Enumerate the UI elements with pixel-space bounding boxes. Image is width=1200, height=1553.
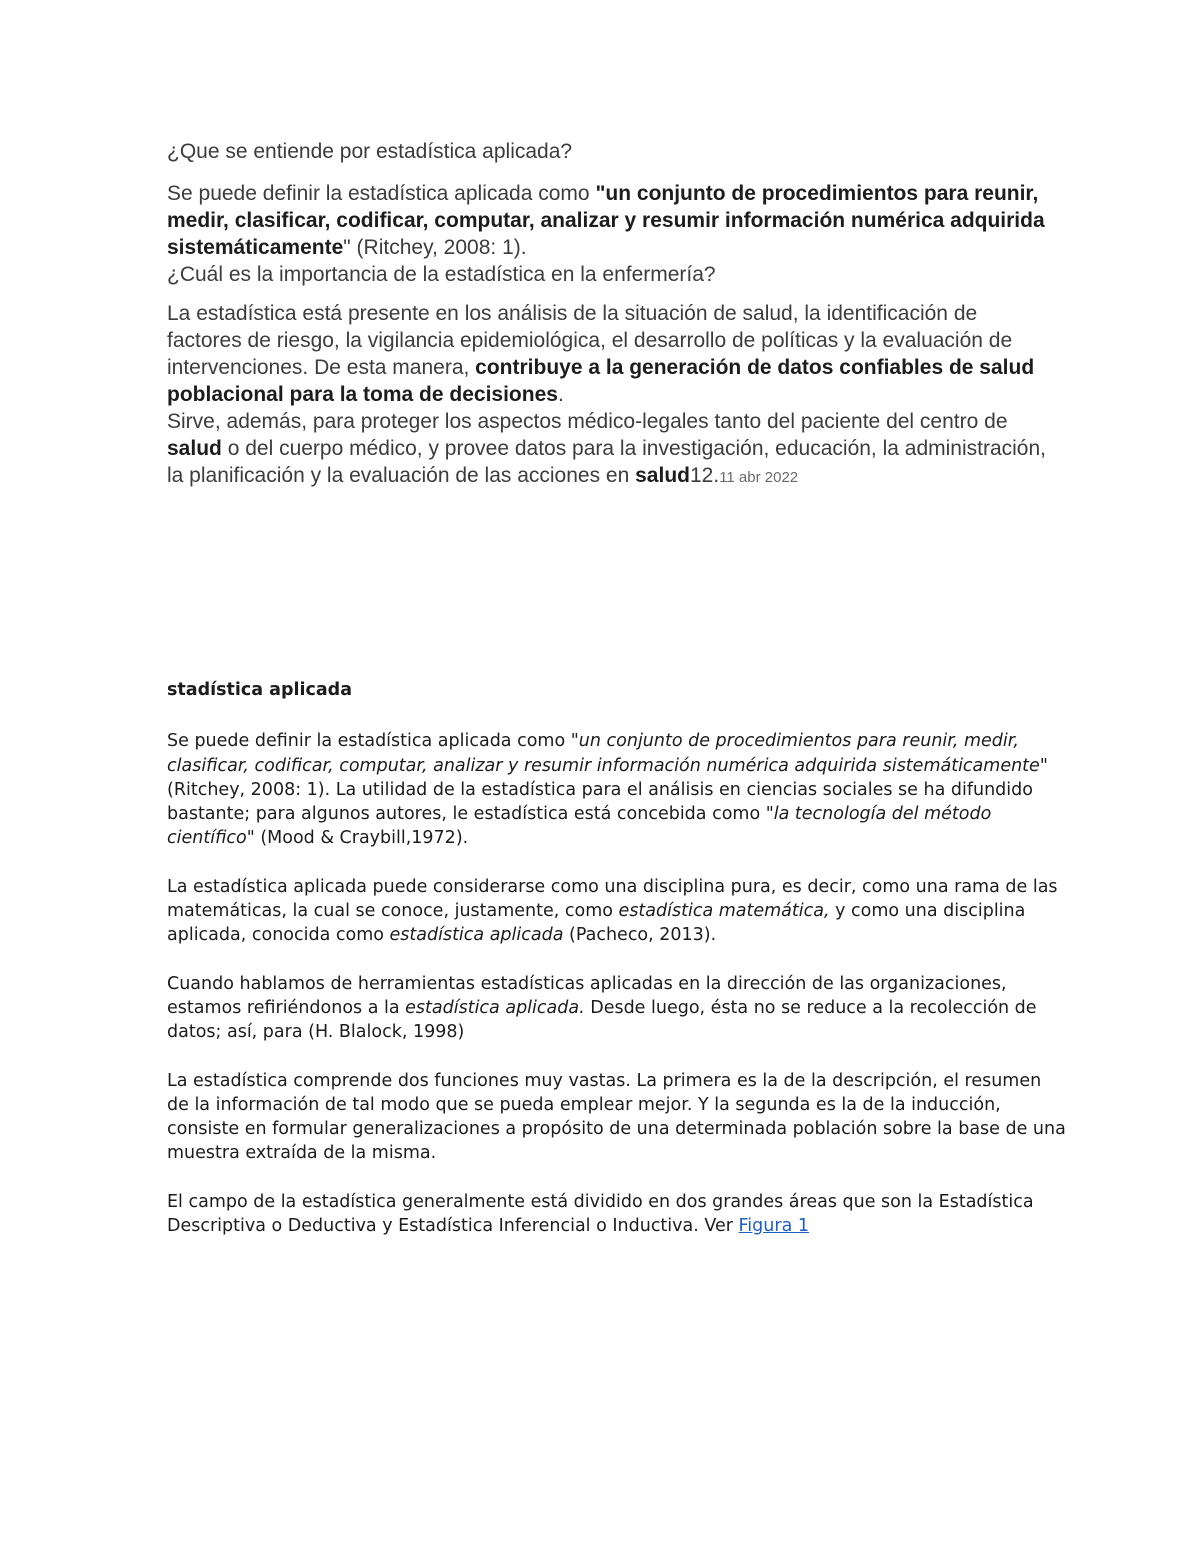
question-importancia-enfermeria: ¿Cuál es la importancia de la estadística en la enfermería?	[167, 263, 716, 286]
para3-text-1: Cuando hablamos de herramientas estadísticas aplicadas en la dirección de las organizaciones, estamos refiriéndonos a la	[167, 973, 1007, 1018]
definition-quote-bold: "un conjunto de procedimientos para reunir, medir, clasificar, codificar, computar, analizar y resumir información numérica adquirida sistemáticamente	[167, 182, 1045, 259]
para3-italic-1: estadística aplicada.	[405, 997, 585, 1018]
para2-italic-1: estadística matemática,	[618, 901, 830, 922]
definition-paragraph	[167, 180, 1047, 261]
paragraph-funciones: La estadística comprende dos funciones muy vastas. La primera es la de la descripción, el resumen de la información de tal modo que se pueda emplear mejor. Y la segunda es la de la inducción, consiste en formular generalizaciones a propósito de una determinada población sobre la base de una muestra extraída de la misma.	[167, 1070, 1066, 1164]
purpose-bold-salud-1: salud	[167, 437, 222, 460]
paragraph-definicion	[167, 729, 1067, 850]
paragraph-herramientas	[167, 972, 1067, 1045]
purpose-footnote: 12.	[689, 464, 720, 487]
purpose-text-1: Sirve, además, para proteger los aspectos médico-legales tanto del paciente del centro de	[167, 410, 1008, 433]
para5-text-1: El campo de la estadística generalmente está dividido en dos grandes áreas que son la Estadística Descriptiva o Deductiva y Estadística Inferencial o Inductiva. Ver	[167, 1191, 1034, 1237]
importance-paragraph	[167, 300, 1047, 408]
para2-text-2: y como una disciplina aplicada, conocida como	[167, 901, 1026, 946]
importance-text-start: La estadística está presente en los análisis de la situación de salud, la identificación de factores de riesgo, la vigilancia epidemiológica, el desarrollo de políticas y la evaluación de intervenciones. De esta manera,	[167, 302, 1013, 379]
importance-text-end: .	[557, 383, 564, 406]
purpose-date: 11 abr 2022	[719, 469, 799, 486]
para1-italic-quote: "un conjunto de procedimientos para reunir, medir, clasificar, codificar, computar, analizar y resumir información numérica adquirida sistemáticamente"	[167, 731, 1048, 776]
importance-bold: contribuye a la generación de datos confiables de salud poblacional para la toma de decisiones	[167, 356, 1035, 406]
section-estadistica-enfermeria	[167, 138, 1047, 491]
para1-italic-quote-2: "la tecnología del método científico"	[167, 804, 992, 849]
purpose-text-2: o del cuerpo médico, y provee datos para la investigación, educación, la administración, la planificación y la evaluación de las acciones en	[167, 437, 1046, 487]
para1-text-3: (Mood & Craybill,1972).	[254, 828, 469, 849]
para1-text-2: (Ritchey, 2008: 1). La utilidad de la estadística para el análisis en ciencias sociales se ha difundido bastante; para algunos autores, le estadística está concebida como	[167, 779, 1033, 825]
para2-text-3: (Pacheco, 2013).	[563, 925, 717, 946]
para2-italic-2: estadística aplicada	[389, 925, 564, 946]
section-heading: stadística aplicada	[167, 680, 353, 700]
section-estadistica-aplicada	[167, 678, 1067, 1262]
para1-text-1: Se puede definir la estadística aplicada como	[167, 731, 571, 752]
question-estadistica-aplicada: ¿Que se entiende por estadística aplicada?	[167, 140, 573, 163]
purpose-bold-salud-2: salud	[635, 464, 690, 487]
definition-text-start: Se puede definir la estadística aplicada como	[167, 182, 596, 205]
purpose-paragraph	[167, 408, 1047, 491]
definition-citation: " (Ritchey, 2008: 1).	[343, 236, 527, 259]
figura-1-link[interactable]: Figura 1	[738, 1216, 809, 1237]
paragraph-campo	[167, 1190, 1067, 1239]
para3-text-2: Desde luego, ésta no se reduce a la recolección de datos; así, para (H. Blalock, 1998)	[167, 997, 1037, 1043]
paragraph-disciplina	[167, 875, 1067, 948]
para2-text-1: La estadística aplicada puede considerarse como una disciplina pura, es decir, como una rama de las matemáticas, la cual se conoce, justamente, como	[167, 876, 1058, 922]
